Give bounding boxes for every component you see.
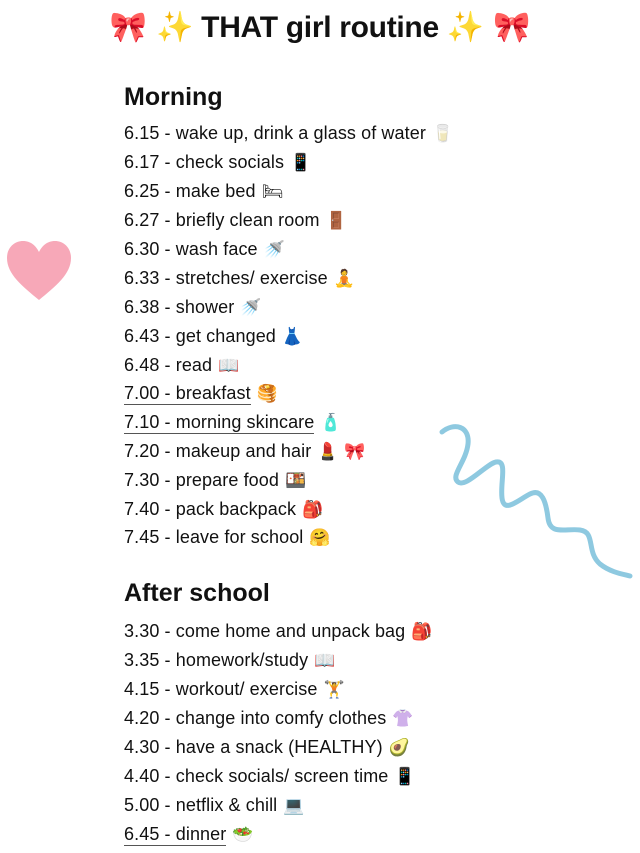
morning-item bbox=[124, 150, 311, 175]
glass-of-milk-icon: 🥛 bbox=[431, 124, 454, 144]
after-school-item bbox=[124, 619, 433, 644]
item-text: 6.33 - stretches/ exercise bbox=[124, 268, 328, 288]
shower-icon: 🚿 bbox=[240, 298, 262, 318]
morning-item bbox=[124, 295, 262, 320]
item-text: 6.30 - wash face bbox=[124, 239, 258, 259]
morning-item bbox=[124, 525, 331, 550]
item-text: 6.27 - briefly clean room bbox=[124, 210, 320, 230]
item-text: 7.40 - pack backpack bbox=[124, 499, 297, 519]
morning-item bbox=[124, 353, 239, 378]
item-text: 4.15 - workout/ exercise bbox=[124, 679, 318, 699]
title-left-decoration: 🎀 ✨ bbox=[109, 10, 194, 45]
after-school-item bbox=[124, 822, 254, 847]
item-text: 3.30 - come home and unpack bag bbox=[124, 621, 406, 641]
salad-icon: 🥗 bbox=[232, 825, 254, 845]
bed-icon: 🛏 bbox=[261, 182, 284, 202]
morning-item bbox=[124, 468, 306, 493]
book-icon: 📖 bbox=[314, 651, 336, 671]
item-text: 6.48 - read bbox=[124, 355, 213, 375]
item-text: 5.00 - netflix & chill bbox=[124, 795, 278, 815]
phone-icon: 📱 bbox=[394, 767, 416, 787]
pancakes-icon: 🥞 bbox=[256, 384, 278, 404]
page-title bbox=[0, 8, 640, 48]
morning-item bbox=[124, 208, 347, 233]
after-school-item bbox=[124, 764, 416, 789]
lipstick-ribbon-icon: 💄 🎀 bbox=[317, 442, 366, 462]
phone-icon: 📱 bbox=[290, 153, 312, 173]
shirt-icon: 👚 bbox=[392, 709, 414, 729]
bento-box-icon: 🍱 bbox=[285, 471, 307, 491]
item-text: 4.40 - check socials/ screen time bbox=[124, 766, 389, 786]
weightlifter-icon: 🏋 bbox=[323, 680, 345, 700]
morning-item bbox=[124, 121, 453, 146]
morning-item bbox=[124, 497, 323, 522]
item-text: 3.35 - homework/study bbox=[124, 650, 309, 670]
item-text: 6.17 - check socials bbox=[124, 152, 285, 172]
item-text: 4.20 - change into comfy clothes bbox=[124, 708, 387, 728]
backpack-icon: 🎒 bbox=[411, 622, 433, 642]
item-text: 7.20 - makeup and hair bbox=[124, 441, 312, 461]
morning-item bbox=[124, 237, 285, 262]
title-right-decoration: ✨ 🎀 bbox=[446, 10, 531, 45]
morning-item bbox=[124, 381, 278, 406]
after-school-item bbox=[124, 706, 414, 731]
morning-item bbox=[124, 266, 355, 291]
item-text: 7.45 - leave for school bbox=[124, 527, 304, 547]
faucet-icon: 🚿 bbox=[263, 240, 285, 260]
after-school-item bbox=[124, 735, 410, 760]
book-icon: 📖 bbox=[218, 356, 240, 376]
morning-item bbox=[124, 179, 283, 204]
morning-item bbox=[124, 324, 303, 349]
backpack-icon: 🎒 bbox=[302, 500, 324, 520]
item-text: 6.38 - shower bbox=[124, 297, 235, 317]
heart-icon bbox=[4, 238, 74, 304]
squiggle-icon bbox=[436, 418, 636, 593]
item-text: 6.25 - make bed bbox=[124, 181, 256, 201]
item-text: 4.30 - have a snack (HEALTHY) bbox=[124, 737, 383, 757]
lotion-icon: 🧴 bbox=[320, 413, 342, 433]
yoga-icon: 🧘 bbox=[333, 269, 355, 289]
item-text: 7.10 - morning skincare bbox=[124, 412, 315, 432]
dress-icon: 👗 bbox=[281, 327, 304, 347]
title-text: THAT girl routine bbox=[201, 11, 439, 44]
item-text: 7.00 - breakfast bbox=[124, 383, 251, 403]
after-school-item bbox=[124, 648, 335, 673]
avocado-icon: 🥑 bbox=[388, 738, 410, 758]
item-text: 6.43 - get changed bbox=[124, 326, 276, 346]
after-school-heading: After school bbox=[124, 579, 270, 607]
laptop-icon: 💻 bbox=[283, 796, 305, 816]
morning-item bbox=[124, 439, 365, 464]
door-icon: 🚪 bbox=[325, 211, 347, 231]
after-school-item bbox=[124, 793, 305, 818]
morning-item bbox=[124, 410, 342, 435]
after-school-item bbox=[124, 677, 345, 702]
morning-heading: Morning bbox=[124, 83, 223, 111]
hug-face-icon: 🤗 bbox=[309, 528, 331, 548]
item-text: 6.15 - wake up, drink a glass of water bbox=[124, 123, 426, 143]
item-text: 7.30 - prepare food bbox=[124, 470, 280, 490]
item-text: 6.45 - dinner bbox=[124, 824, 227, 844]
